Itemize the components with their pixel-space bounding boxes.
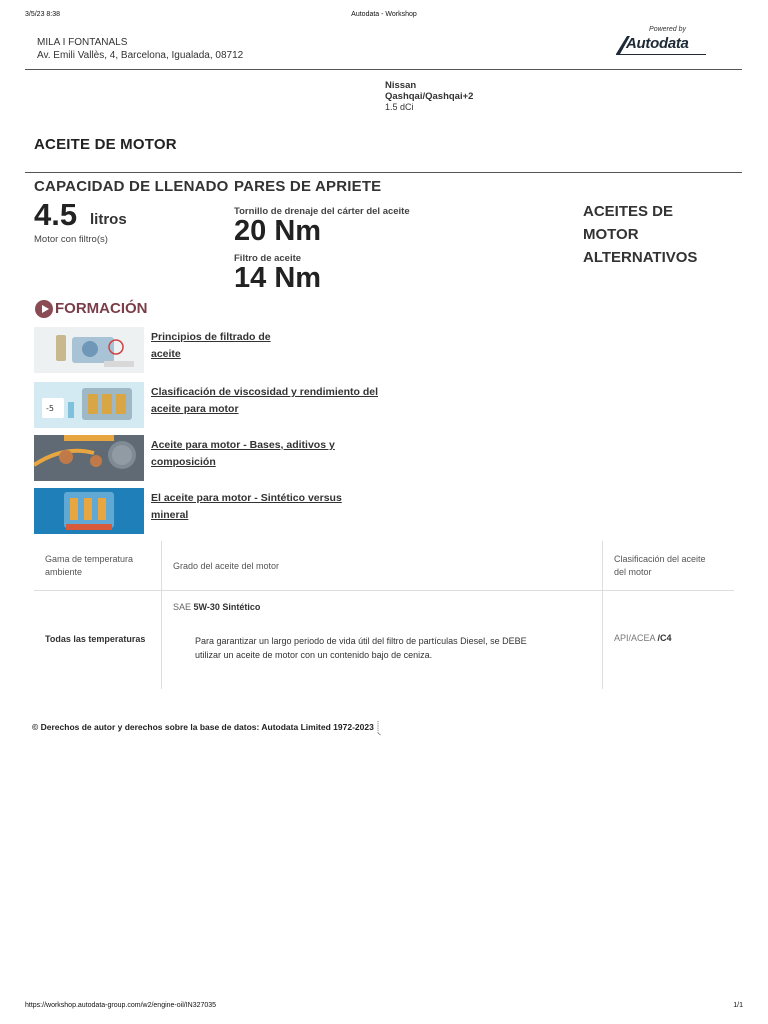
- course-link[interactable]: [151, 329, 391, 362]
- autodata-logo: [612, 26, 712, 60]
- temperature-header-line2: ambiente: [45, 567, 83, 577]
- classification-prefix: API/ACEA: [614, 633, 656, 643]
- course-title-line1: El aceite para motor - Sintético versus: [151, 492, 342, 504]
- course-thumbnail[interactable]: [34, 382, 144, 428]
- course-link[interactable]: [151, 437, 391, 470]
- oil-filter-torque: 14 Nm: [234, 262, 322, 294]
- oil-grade-table: [34, 541, 734, 689]
- course-title-line1: Aceite para motor - Bases, aditivos y: [151, 439, 335, 451]
- grade-note-line1: Para garantizar un largo periodo de vida útil del filtro de partículas Diesel, se DEBE: [195, 636, 527, 646]
- classification-column-header: [614, 541, 729, 591]
- course-title-line2: mineral: [151, 508, 189, 521]
- vehicle-model: Qashqai/Qashqai+2: [385, 91, 474, 102]
- capacity-heading: CAPACIDAD DE LLENADO: [34, 178, 229, 195]
- header-divider: [25, 69, 742, 70]
- print-url: https://workshop.autodata-group.com/w2/engine-oil/IN327035: [25, 1002, 217, 1009]
- vehicle-make: Nissan: [385, 80, 417, 91]
- text-cursor-icon: [377, 721, 381, 737]
- logo-brand: Autodata: [626, 35, 689, 52]
- vehicle-engine: 1.5 dCi: [385, 102, 414, 112]
- company-address: Av. Emili Vallès, 4, Barcelona, Igualada, 08712: [37, 50, 244, 61]
- course-title-line1: Principios de filtrado de: [151, 331, 271, 343]
- course-title-line2: aceite para motor: [151, 402, 239, 415]
- vehicle-info: [385, 80, 473, 113]
- classification-cell: [614, 631, 672, 645]
- print-title: Autodata - Workshop: [351, 11, 417, 18]
- alternative-oils-line2: MOTOR: [583, 226, 639, 243]
- drain-bolt-label: Tornillo de drenaje del cárter del aceite: [234, 206, 410, 217]
- course-item[interactable]: [34, 435, 394, 481]
- grade-note: [195, 634, 595, 662]
- classification-header-line2: del motor: [614, 567, 652, 577]
- play-icon: [35, 300, 53, 318]
- course-item[interactable]: [34, 488, 394, 534]
- capacity-value: 4.5: [34, 197, 78, 232]
- classification-value: /C4: [657, 633, 672, 643]
- company-name: MILA I FONTANALS: [37, 37, 128, 48]
- course-thumbnail[interactable]: [34, 435, 144, 481]
- drain-bolt-torque: 20 Nm: [234, 215, 322, 247]
- training-heading-text: FORMACIÓN: [55, 300, 148, 317]
- title-divider: [25, 172, 742, 173]
- temperature-cell: Todas las temperaturas: [45, 634, 146, 644]
- column-divider: [602, 541, 603, 689]
- grade-cell: [173, 600, 260, 614]
- svg-text:-5: -5: [46, 404, 54, 413]
- classification-header-line1: Clasificación del aceite: [614, 554, 706, 564]
- temperature-header-line1: Gama de temperatura: [45, 554, 134, 564]
- column-divider: [161, 541, 162, 689]
- print-header: [0, 11, 768, 23]
- course-thumbnail[interactable]: [34, 327, 144, 373]
- alternative-oils-link[interactable]: [583, 200, 723, 269]
- course-link[interactable]: [151, 490, 391, 523]
- grade-value: 5W-30 Sintético: [193, 602, 261, 612]
- copyright-notice: © Derechos de autor y derechos sobre la base de datos: Autodata Limited 1972-2023: [32, 722, 374, 732]
- course-title-line2: composición: [151, 455, 216, 468]
- logo-powered-by: Powered by: [649, 26, 686, 33]
- course-title-line2: aceite: [151, 347, 181, 360]
- print-datetime: 3/5/23 8:38: [25, 11, 61, 18]
- company-info: [37, 36, 243, 62]
- alternative-oils-line1: ACEITES DE: [583, 203, 674, 220]
- course-link[interactable]: [151, 384, 391, 417]
- course-item[interactable]: [34, 382, 394, 428]
- print-page-number: 1/1: [733, 1002, 743, 1009]
- capacity-note: Motor con filtro(s): [34, 234, 108, 245]
- course-thumbnail[interactable]: [34, 488, 144, 534]
- logo-underline: [616, 54, 706, 55]
- header-row-divider: [34, 590, 734, 591]
- oil-filter-label: Filtro de aceite: [234, 253, 302, 264]
- grade-column-header: Grado del aceite del motor: [173, 560, 280, 571]
- capacity-unit: litros: [90, 211, 127, 228]
- print-footer: [0, 1002, 768, 1014]
- alternative-oils-line3: ALTERNATIVOS: [583, 249, 698, 266]
- torque-heading: PARES DE APRIETE: [234, 178, 382, 195]
- course-item[interactable]: [34, 327, 394, 373]
- grade-prefix: SAE: [173, 602, 192, 612]
- course-title-line1: Clasificación de viscosidad y rendimiento del: [151, 386, 378, 398]
- page-title: ACEITE DE MOTOR: [34, 136, 177, 153]
- temperature-column-header: [45, 541, 160, 591]
- grade-note-line2: utilizar un aceite de motor con un contenido bajo de ceniza.: [195, 650, 433, 660]
